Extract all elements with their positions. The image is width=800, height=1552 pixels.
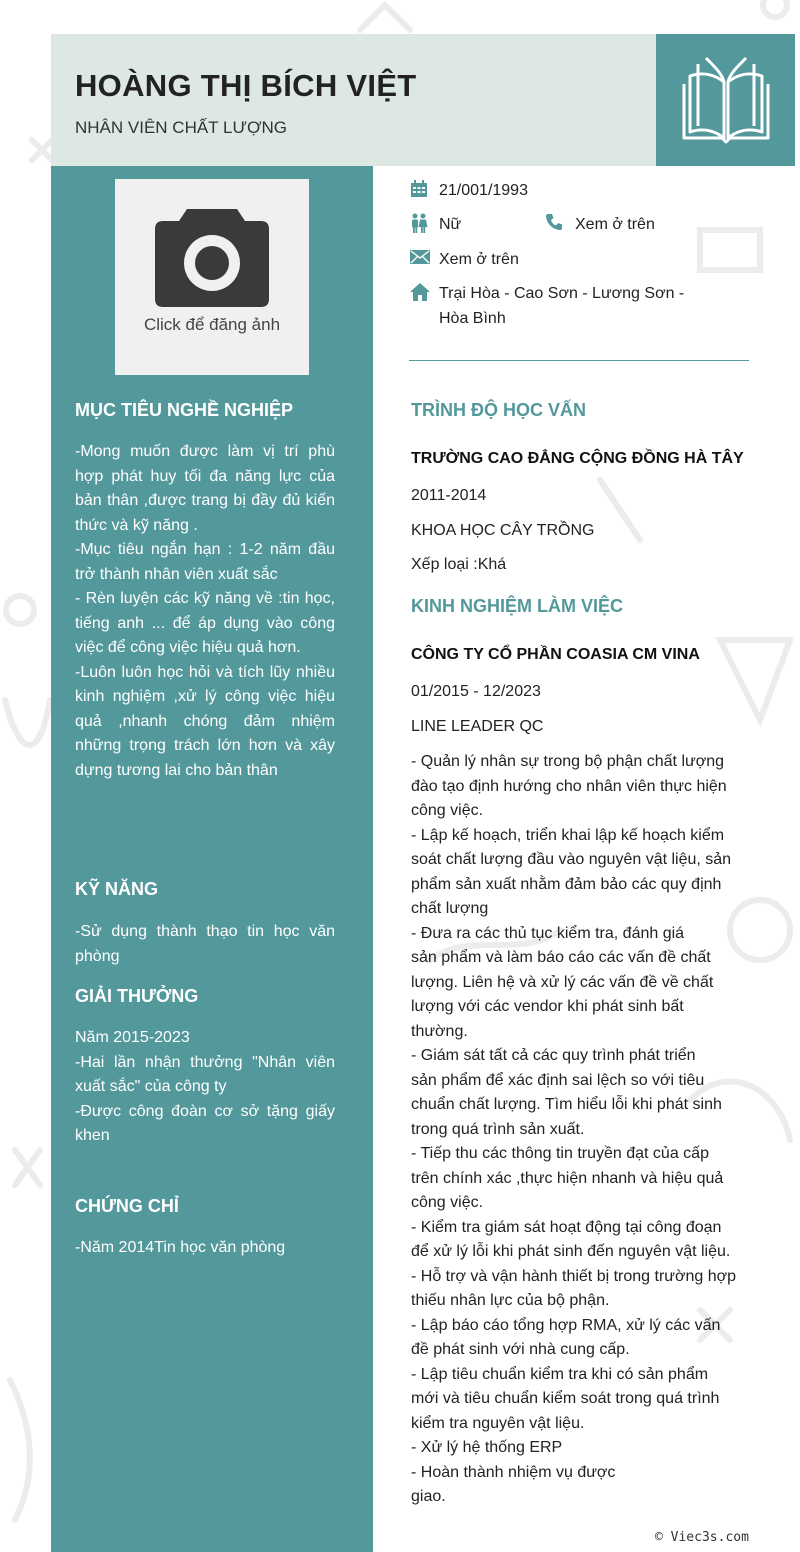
duty-line: sản phẩm để xác định sai lệch so với tiêu xyxy=(411,1071,705,1089)
address-line: Hòa Bình xyxy=(439,310,506,327)
skills-text xyxy=(75,920,335,969)
skills-line: -Sử dụng thành thạo tin học văn phòng xyxy=(75,923,335,965)
open-book-icon xyxy=(680,54,772,146)
duty-line: - Kiểm tra giám sát hoạt động tại công đoạn xyxy=(411,1218,722,1236)
awards-text xyxy=(75,1026,335,1149)
main-column xyxy=(373,166,800,1552)
address xyxy=(439,281,684,331)
experience-company: CÔNG TY CỔ PHẦN COASIA CM VINA xyxy=(411,646,700,663)
awards-line: Năm 2015-2023 xyxy=(75,1029,190,1046)
experience-period: 01/2015 - 12/2023 xyxy=(411,683,541,700)
logo-box xyxy=(656,34,795,166)
certificates-heading: CHỨNG CHỈ xyxy=(75,1196,179,1216)
duty-line: soát chất lượng đầu vào nguyên vật liệu, sản xyxy=(411,851,732,868)
duty-line: - Lập báo cáo tổng hợp RMA, xử lý các vấn xyxy=(411,1316,721,1334)
education-heading: TRÌNH ĐỘ HỌC VẤN xyxy=(411,400,586,420)
skills-heading: KỸ NĂNG xyxy=(75,879,159,899)
calendar-icon xyxy=(410,180,428,198)
gender: Nữ xyxy=(439,216,462,233)
duty-line: - Giám sát tất cả các quy trình phát triển xyxy=(411,1047,696,1064)
education-school: TRƯỜNG CAO ĐẲNG CỘNG ĐỒNG HÀ TÂY xyxy=(411,450,744,467)
duty-line: mới và tiêu chuẩn kiểm soát trong quá trình xyxy=(411,1390,720,1407)
duty-line: - Hoàn thành nhiệm vụ được xyxy=(411,1463,616,1481)
duty-line: để xử lý lỗi khi phát sinh đến nguyên vật liệu. xyxy=(411,1243,731,1260)
duty-line: trên chính xác ,thực hiện nhanh và hiệu quả xyxy=(411,1169,724,1187)
duty-line: công việc. xyxy=(411,1194,484,1211)
objective-heading: MỤC TIÊU NGHỀ NGHIỆP xyxy=(75,400,294,420)
education-major: KHOA HỌC CÂY TRỒNG xyxy=(411,522,595,539)
education-grade: Xếp loại :Khá xyxy=(411,556,507,573)
phone-icon xyxy=(545,213,563,231)
education-period: 2011-2014 xyxy=(411,487,487,504)
candidate-name: HOÀNG THỊ BÍCH VIỆT xyxy=(75,68,417,103)
experience-position: LINE LEADER QC xyxy=(411,718,544,735)
duty-line: lượng với các vendor khi phát sinh bất xyxy=(411,998,684,1015)
objective-line: -Mong muốn được làm vị trí phù hợp phát huy tối đa năng lực của bản thân ,được trang bị đầy đủ kiến thức và kỹ năng . xyxy=(75,443,335,534)
duty-line: giao. xyxy=(411,1488,446,1505)
photo-upload[interactable] xyxy=(115,179,309,375)
duty-line: - Quản lý nhân sự trong bộ phận chất lượng xyxy=(411,753,724,770)
duty-line: sản phẩm và làm báo cáo các vấn đề chất xyxy=(411,949,711,966)
job-title: NHÂN VIÊN CHẤT LƯỢNG xyxy=(75,118,288,137)
duty-line: kiểm tra nguyên vật liệu. xyxy=(411,1414,585,1432)
experience-duties xyxy=(411,750,761,1510)
experience-heading: KINH NGHIỆM LÀM VIỆC xyxy=(411,596,624,616)
email-icon xyxy=(410,250,430,264)
duty-line: thiếu nhân lực của bộ phận. xyxy=(411,1292,610,1309)
certificates-text xyxy=(75,1236,335,1261)
duty-line: đào tạo định hướng cho nhân viên thực hiện xyxy=(411,777,727,795)
duty-line: chuẩn chất lượng. Tìm hiểu lỗi khi phát sinh xyxy=(411,1096,722,1113)
duty-line: phẩm sản xuất nhằm đảm bảo các quy định xyxy=(411,875,722,893)
duty-line: thường. xyxy=(411,1022,468,1040)
duty-line: đề phát sinh với nhà cung cấp. xyxy=(411,1341,630,1358)
address-line: Trại Hòa - Cao Sơn - Lương Sơn - xyxy=(439,285,685,302)
resume-header xyxy=(51,34,656,166)
home-icon xyxy=(410,283,430,301)
duty-line: lượng. Liên hệ và xử lý các vấn đề về chất xyxy=(411,973,714,991)
duty-line: - Xử lý hệ thống ERP xyxy=(411,1439,563,1456)
footer-credit: © Viec3s.com xyxy=(655,1530,749,1545)
camera-icon xyxy=(153,205,271,307)
duty-line: chất lượng xyxy=(411,900,489,917)
left-sidebar xyxy=(51,166,373,1552)
email: Xem ở trên xyxy=(439,251,519,268)
duty-line: - Hỗ trợ và vận hành thiết bị trong trường hợp xyxy=(411,1267,737,1285)
objective-line: -Mục tiêu ngắn hạn : 1-2 năm đầu trở thành nhân viên xuất sắc xyxy=(75,541,335,583)
certificates-line: -Năm 2014Tin học văn phòng xyxy=(75,1239,286,1256)
gender-icon xyxy=(410,213,428,233)
contact-divider xyxy=(409,360,749,361)
awards-line: -Được công đoàn cơ sở tặng giấy khen xyxy=(75,1102,335,1144)
photo-upload-label: Click để đăng ảnh xyxy=(143,315,281,334)
objective-line: -Luôn luôn học hỏi và tích lũy nhiều kinh nghiệm ,xử lý công việc hiệu quả ,nhanh chóng đảm nhiệm những trọng trách lớn hơn và xây dựng tương lai cho bản thân xyxy=(75,663,335,779)
birthdate: 21/001/1993 xyxy=(439,182,528,199)
objective-line: - Rèn luyện các kỹ năng về :tin học, tiếng anh ... để áp dụng vào công việc để công việc hiệu quả hơn. xyxy=(75,590,335,656)
objective-text xyxy=(75,440,335,783)
awards-heading: GIẢI THƯỞNG xyxy=(75,986,199,1006)
phone: Xem ở trên xyxy=(575,216,655,233)
duty-line: - Đưa ra các thủ tục kiểm tra, đánh giá xyxy=(411,924,685,942)
duty-line: - Lập kế hoạch, triển khai lập kế hoạch kiểm xyxy=(411,826,725,844)
duty-line: - Tiếp thu các thông tin truyền đạt của cấp xyxy=(411,1145,709,1162)
awards-line: -Hai lần nhận thưởng "Nhân viên xuất sắc" của công ty xyxy=(75,1053,335,1095)
duty-line: trong quá trình sản xuất. xyxy=(411,1120,585,1138)
duty-line: - Lập tiêu chuẩn kiểm tra khi có sản phẩm xyxy=(411,1365,709,1383)
duty-line: công việc. xyxy=(411,802,484,819)
